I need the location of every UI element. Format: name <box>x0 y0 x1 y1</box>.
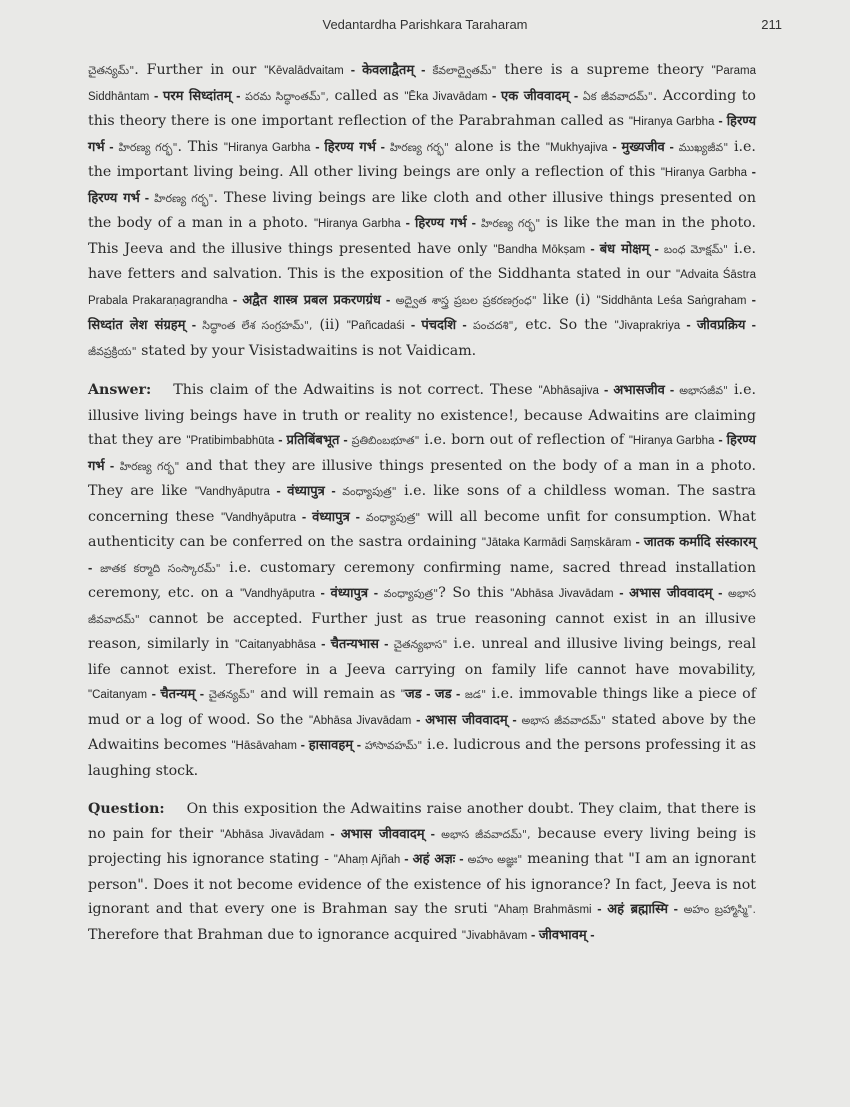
devanagari-term: हिरण्य गर्भ <box>88 433 756 474</box>
separator-dash: - <box>585 240 600 256</box>
separator-dash: - <box>324 483 343 498</box>
separator-dash: - <box>310 138 325 154</box>
devanagari-term: प्रतिबिंबभूत <box>286 433 340 448</box>
devanagari-term: सिध्दांत लेश संग्रहम् <box>88 318 186 333</box>
separator-dash: - <box>664 382 680 397</box>
separator-dash: - <box>139 189 155 205</box>
separator-dash: - <box>631 534 644 549</box>
telugu-term: అభాస జీవవాదమ్" <box>521 713 606 727</box>
separator-dash: - <box>664 138 679 154</box>
separator-dash: - <box>185 317 203 332</box>
transliteration: "Vandhyāputra <box>240 588 315 600</box>
body-text: i.e. illusive living beings have in truth or reality no existence!, because Adwaitins are claiming that they are <box>88 382 756 448</box>
telugu-term: వంధ్యాపుత్ర" <box>365 510 421 524</box>
body-text: i.e. immovable things like a piece of mud or a log of wood. So the <box>88 686 756 728</box>
separator-dash: - <box>380 291 396 307</box>
paragraph <box>88 378 756 783</box>
body-text: i.e. the important living being. All other living beings are only a reflection of this <box>88 138 756 180</box>
telugu-term: హిరణ్య గర్భ" <box>389 140 449 154</box>
transliteration: "Jivabhāvam <box>461 929 528 942</box>
devanagari-term: हिरण्य गर्भ <box>88 114 756 155</box>
body-text: Therefore that Brahman due to ignorance acquired <box>88 926 462 943</box>
body-text: cannot be accepted. Further just as true reasoning cannot exist in an illusive reason, similarly in <box>88 610 756 652</box>
separator-dash: - <box>712 585 729 600</box>
separator-dash: - <box>400 215 415 230</box>
separator-dash: - <box>274 432 287 447</box>
separator-dash: - <box>714 113 727 128</box>
transliteration: "Pratibimbabhūta <box>186 435 275 447</box>
telugu-term: హిరణ్య గర్భ" <box>119 459 180 473</box>
separator-dash: - <box>680 317 697 332</box>
devanagari-term: बंध मोक्षम् <box>599 241 650 257</box>
devanagari-term: हिरण्य गर्भ <box>88 190 140 206</box>
body-text: will all become unfit for consumption. What authenticity can be conferred on the sastra ordaining <box>88 508 756 550</box>
transliteration: "Caitanyabhāsa <box>235 639 316 651</box>
devanagari-term: अभास जीववादम् <box>425 712 508 728</box>
telugu-term: హిరణ్య గర్భ" <box>118 140 178 154</box>
separator-dash: - <box>368 585 384 600</box>
telugu-term: ముఖ్యజీవ" <box>678 140 729 154</box>
separator-dash: - <box>400 851 413 866</box>
transliteration: "Ahaṃ Ajñah <box>333 854 401 866</box>
devanagari-term: हिरण्य गर्भ <box>324 139 376 155</box>
page-body <box>88 58 756 962</box>
telugu-term: కేవలాద్వైతమ్" <box>432 64 497 77</box>
separator-dash: - <box>353 737 365 752</box>
separator-dash: - <box>421 686 435 701</box>
transliteration: "Ēka Jivavādam <box>404 90 488 103</box>
telugu-term: అహం బ్రహ్మాస్మి". <box>683 903 756 916</box>
telugu-term: పంచదశి" <box>472 319 514 332</box>
devanagari-term: वंध्यापुत्र <box>312 509 350 525</box>
paragraph-label: Answer: <box>88 382 152 398</box>
body-text: i.e. have fetters and salvation. This is the exposition of the Siddhanta stated in our <box>88 240 756 282</box>
telugu-term: జాతక కర్మాది సంస్కారమ్" <box>100 561 221 575</box>
devanagari-term: वंध्यापुत्र <box>330 586 369 601</box>
body-text: i.e. unreal and illusive living beings, real life cannot exist. Therefore in a Jeeva carrying on family life cannot have movability, <box>88 636 756 678</box>
separator-dash: - <box>667 901 684 916</box>
separator-dash: - <box>269 483 288 498</box>
telugu-term: వంధ్యాపుత్ర" <box>383 587 439 600</box>
separator-dash: - <box>231 87 246 103</box>
telugu-term: హిరణ్య గర్భ" <box>481 217 541 230</box>
transliteration: "Bandha Mōkṣam <box>493 243 586 256</box>
separator-dash: - <box>746 291 756 307</box>
devanagari-term: परम सिध्दांतम् <box>162 88 232 104</box>
transliteration: "Hiranya Garbha <box>628 435 715 447</box>
body-text: there is a supreme theory <box>496 62 712 78</box>
separator-dash: - <box>375 138 390 154</box>
separator-dash: - <box>147 686 161 701</box>
body-text: meaning that "I am an ignorant person". Does it not become evidence of the existence of his ignorance? In fact, Jeeva is not ignorant and that every one is Brahman say the sruti <box>88 851 756 917</box>
separator-dash: - <box>607 138 622 154</box>
devanagari-term: एक जीववादम् <box>501 88 570 104</box>
devanagari-term: पंचदशि <box>421 318 457 333</box>
separator-dash: - <box>598 382 614 397</box>
telugu-term: ప్రతిబింబభూత" <box>351 434 420 447</box>
page-number: 211 <box>761 17 782 32</box>
body-text: , etc. So the <box>513 317 615 333</box>
separator-dash: - <box>466 215 482 230</box>
transliteration: "Abhāsa Jivavādam <box>308 714 412 727</box>
transliteration: "Parama Siddhāntam <box>88 65 756 103</box>
telugu-term: వంధ్యాపుత్ర" <box>342 485 397 498</box>
devanagari-term: जीवप्रक्रिय <box>696 318 746 333</box>
body-text: . Further in our <box>134 62 265 78</box>
body-text: i.e. born out of reflection of <box>419 432 629 448</box>
devanagari-term: अभास जीववादम् <box>340 826 425 842</box>
separator-dash: - <box>296 508 313 524</box>
body-text: is like the man in the photo. This Jeeva and the illusive things presented have only <box>88 215 756 257</box>
devanagari-term: हासावहम् <box>308 738 354 753</box>
transliteration: "Jivaprakriya <box>614 320 681 332</box>
separator-dash: - <box>455 851 468 866</box>
devanagari-term: जातक कर्मादि संस्कारम् <box>643 535 756 550</box>
body-text: i.e. ludicrous and the persons professing it as laughing stock. <box>88 737 756 779</box>
telugu-term: చైతన్యభాస" <box>393 638 448 651</box>
telugu-term: చైతన్యమ్" <box>208 688 255 701</box>
transliteration: "Hāsāvaham <box>231 740 297 752</box>
devanagari-term: जीवभावम् <box>538 927 587 943</box>
separator-dash: - <box>745 317 756 332</box>
separator-dash: - <box>456 317 473 332</box>
transliteration: "Vandhyāputra <box>195 486 270 498</box>
separator-dash: - <box>343 62 363 77</box>
separator-dash: - <box>314 585 331 600</box>
separator-dash: - <box>404 317 422 332</box>
body-text: . According to this theory there is one important reflection of the Parabrahman called as <box>88 87 756 129</box>
separator-dash: - <box>424 825 442 841</box>
separator-dash: - <box>649 240 664 256</box>
body-text: like (i) <box>536 291 597 308</box>
transliteration: "Kēvalādvaitam <box>264 65 344 77</box>
separator-dash: - <box>315 636 331 651</box>
telugu-term: అహం అజ్ఞః" <box>467 853 523 866</box>
body-text: called as <box>329 87 405 104</box>
paragraph <box>88 797 756 948</box>
body-text: . This <box>177 138 224 155</box>
body-text: because every living being is projecting his ignorance stating - <box>88 825 756 867</box>
separator-dash: - <box>88 559 101 575</box>
transliteration: "Abhāsa Jivavādam <box>220 828 325 841</box>
separator-dash: - <box>569 87 583 103</box>
devanagari-term: अहं ब्रह्मास्मि <box>607 902 668 917</box>
body-text: alone is the <box>448 138 546 155</box>
devanagari-term: अभास जीववादम् <box>629 586 713 601</box>
separator-dash: - <box>324 825 341 841</box>
devanagari-term: अभासजीव <box>613 383 665 398</box>
body-text: This claim of the Adwaitins is not correct. These <box>173 382 539 398</box>
transliteration: "Hiranya Garbha <box>628 116 715 128</box>
separator-dash: - <box>149 87 163 103</box>
separator-dash: - <box>414 62 433 77</box>
transliteration: "Siddhānta Leśa Saṅgraham <box>596 294 747 307</box>
separator-dash: - <box>104 138 119 154</box>
transliteration: "Jātaka Karmādi Saṃskāram <box>481 537 632 549</box>
transliteration: "Vandhyāputra <box>221 511 297 524</box>
body-text: (ii) <box>312 317 347 333</box>
transliteration: "Advaita Śāstra Prabala Prakaraṇagrandha <box>88 269 756 307</box>
body-text: On this exposition the Adwaitins raise another doubt. They claim, that there is no pain for their <box>88 801 756 842</box>
devanagari-term: अहं अज्ञः <box>412 852 456 867</box>
transliteration: "Abhāsajiva <box>538 385 599 397</box>
separator-dash: - <box>747 164 756 179</box>
devanagari-term: चैतन्यभास <box>330 637 379 652</box>
separator-dash: - <box>487 87 502 103</box>
telugu-term: పరమ సిద్ధాంతమ్", <box>245 89 330 103</box>
devanagari-term: चैतन्यम् <box>160 687 196 702</box>
transliteration: "Abhāsa Jivavādam <box>510 588 614 600</box>
telugu-term: హిరణ్య గర్భ" <box>154 191 214 205</box>
devanagari-term: जड <box>404 687 422 702</box>
paragraph <box>88 58 756 364</box>
telugu-term: అద్వైత శాస్త్ర ప్రబల ప్రకరణగ్రంధ" <box>395 293 537 307</box>
devanagari-term: केवलाद्वैतम् <box>362 63 415 78</box>
body-text: i.e. like sons of a childless woman. The sastra concerning these <box>88 483 756 525</box>
devanagari-term: हिरण्य गर्भ <box>414 216 467 231</box>
separator-dash: - <box>586 926 595 942</box>
telugu-term: హాసావహమ్" <box>364 739 423 752</box>
transliteration: "Pañcadaśi <box>346 320 405 332</box>
separator-dash: - <box>451 686 465 701</box>
separator-dash: - <box>195 686 209 701</box>
transliteration: "Hiranya Garbha <box>313 218 401 230</box>
separator-dash: - <box>104 457 120 473</box>
running-header <box>0 14 850 36</box>
telugu-term: సిద్ధాంత లేశ సంగ్రహమ్", <box>202 319 313 332</box>
telugu-term: ఏక జీవవాదమ్" <box>582 89 653 103</box>
separator-dash: - <box>714 432 727 447</box>
separator-dash: - <box>591 901 608 916</box>
transliteration: " <box>400 689 405 701</box>
separator-dash: - <box>296 737 309 752</box>
telugu-term: జీవప్రక్రియ" <box>88 344 137 358</box>
separator-dash: - <box>527 926 539 942</box>
transliteration: "Hiranya Garbha <box>223 141 311 154</box>
separator-dash: - <box>378 636 394 651</box>
body-text: i.e. customary ceremony confirming name, sacred thread installation ceremony, etc. on a <box>88 559 756 601</box>
separator-dash: - <box>339 432 352 447</box>
body-text: stated above by the Adwaitins becomes <box>88 711 756 753</box>
separator-dash: - <box>227 291 243 307</box>
body-text: stated by your Visistadwaitins is not Vaidicam. <box>136 342 477 359</box>
devanagari-term: मुख्यजीव <box>621 139 665 155</box>
telugu-term: బంధ మోక్షమ్" <box>663 242 729 256</box>
telugu-term: అభాస జీవవాదమ్", <box>441 827 531 841</box>
telugu-term: అభాసజీవ" <box>679 384 729 397</box>
book-title: Vedantardha Parishkara Taraharam <box>322 17 528 32</box>
devanagari-term: जड <box>434 687 452 702</box>
devanagari-term: अद्वैत शास्त्र प्रबल प्रकरणग्रंध <box>242 292 381 308</box>
body-text: . These living beings are like cloth and other illusive things presented on the body of a man in a photo. <box>88 189 756 231</box>
devanagari-term: वंध्यापुत्र <box>287 484 325 499</box>
body-text: and that they are illusive things presented on the body of a man in a photo. They are like <box>88 457 756 499</box>
telugu-term: అభాస జీవవాదమ్" <box>88 587 757 626</box>
transliteration: "Caitanyam <box>88 689 148 701</box>
body-text: ? So this <box>438 585 511 601</box>
separator-dash: - <box>613 585 630 600</box>
separator-dash: - <box>411 711 426 727</box>
paragraph-label: Question: <box>88 801 165 817</box>
separator-dash: - <box>349 508 366 524</box>
transliteration: "Mukhyajiva <box>545 141 608 154</box>
body-text: and will remain as <box>254 686 401 702</box>
separator-dash: - <box>507 711 522 727</box>
telugu-term: జడ" <box>464 688 487 701</box>
transliteration: "Hiranya Garbha <box>660 167 748 179</box>
telugu-term: చైతన్యమ్" <box>88 64 135 77</box>
transliteration: "Ahaṃ Brahmāsmi <box>494 904 592 916</box>
